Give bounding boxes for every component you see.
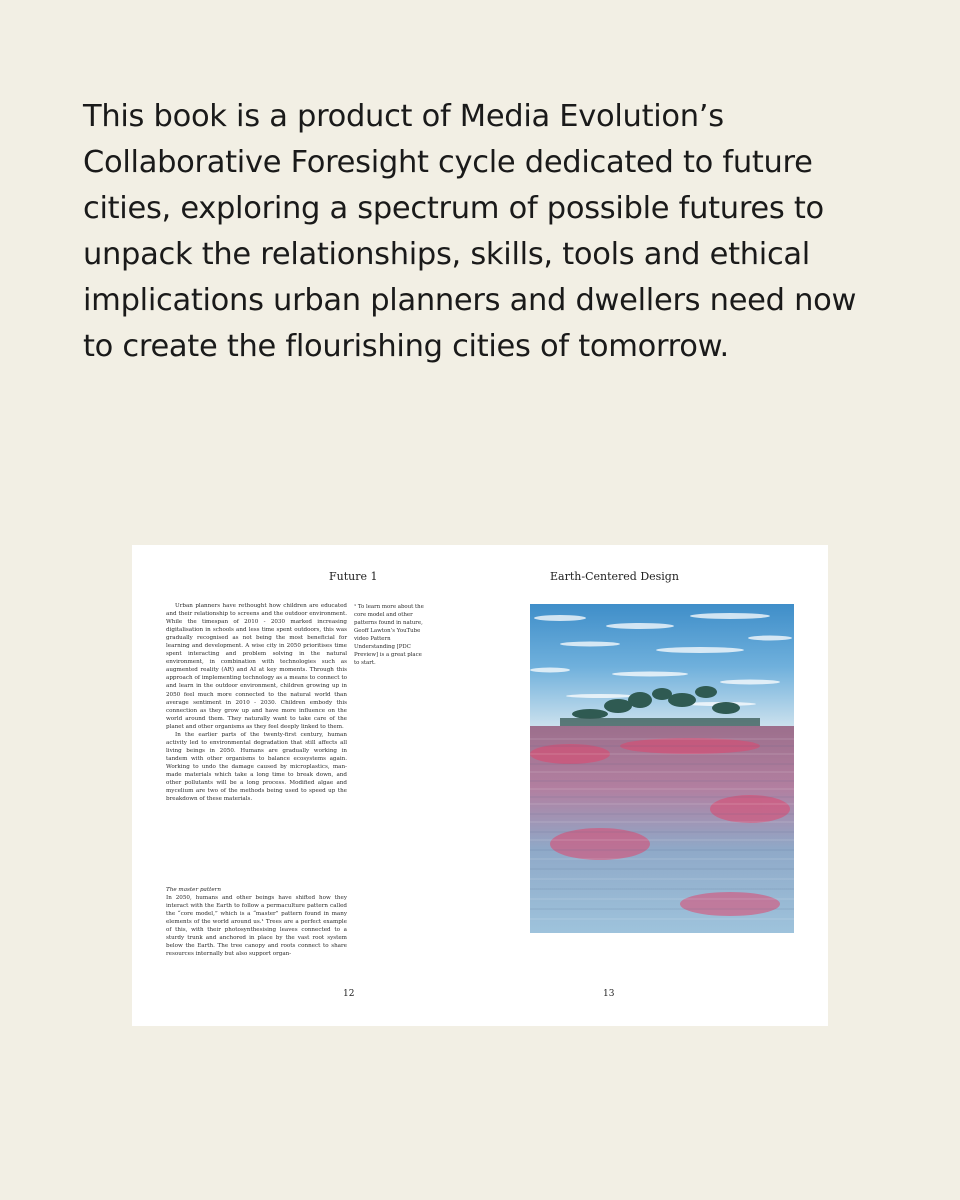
- right-page-number: 13: [603, 989, 615, 999]
- right-page-header: Earth-Centered Design: [550, 570, 679, 583]
- intro-text: This book is a product of Media Evolution’s Collaborative Foresight cycle dedicated to future cities, exploring a spectrum of possible futures to unpack the relationships, skills, tools and ethical implications urban planners and dwellers need now to create the flourishing cities of tomorrow.: [83, 99, 857, 364]
- left-page-header: Future 1: [329, 570, 378, 583]
- watercolor-landscape-illustration: [530, 604, 794, 933]
- left-page-number: 12: [343, 989, 355, 999]
- body-paragraph-1: Urban planners have rethought how children are educated and their relationship to screens and the outdoor environment. While the timespan of 2010 - 2030 marked increasing digitalisation in schools and less time spent outdoors, this was gradually recognised as not being the most beneficial for learning and development. A wise city in 2050 prioritises time spent interacting and problem solving in the natural environment, in combination with technologies such as augmented reality (AR) and AI at key moments. Through this approach of implementing technology as a means to connect to and learn in the outdoor environment, children growing up in 2050 feel much more connected to the natural world than average sentiment in 2010 - 2030. Children embody this connection as they grow up and have more influence on the world around them. They naturally want to take care of the planet and other organisms as they feel deeply linked to them.: [166, 603, 347, 730]
- section-paragraph: In 2050, humans and other beings have shifted how they interact with the Earth to follow a permaculture pattern called the “core model,” which is a “master” pattern found in many elements of the world around us.¹ Trees are a perfect example of this, with their photosynthesising leaves connected to a sturdy trunk and anchored in place by the vast root system below the Earth. The tree canopy and roots connect to share resources internally but also support organ-: [166, 895, 347, 958]
- landscape-painting: [530, 604, 794, 933]
- master-pattern-section: [166, 886, 347, 958]
- section-subheading: The master pattern: [166, 887, 221, 893]
- footnote: ¹ To learn more about the core model and other patterns found in nature, Geoff Lawton’s YouTube video Pattern Understanding [PDC Preview] is a great place to start.: [354, 604, 424, 666]
- left-page-body: [166, 602, 347, 803]
- book-spread: [132, 545, 828, 1026]
- body-paragraph-2: In the earlier parts of the twenty-first century, human activity led to environmental degradation that still affects all living beings in 2050. Humans are gradually working in tandem with other organisms to balance ecosystems again. Working to undo the damage caused by microplastics, man-made materials which take a long time to break down, and other pollutants will be a long process. Modified algae and mycelium are two of the methods being used to speed up the breakdown of these materials.: [166, 731, 347, 803]
